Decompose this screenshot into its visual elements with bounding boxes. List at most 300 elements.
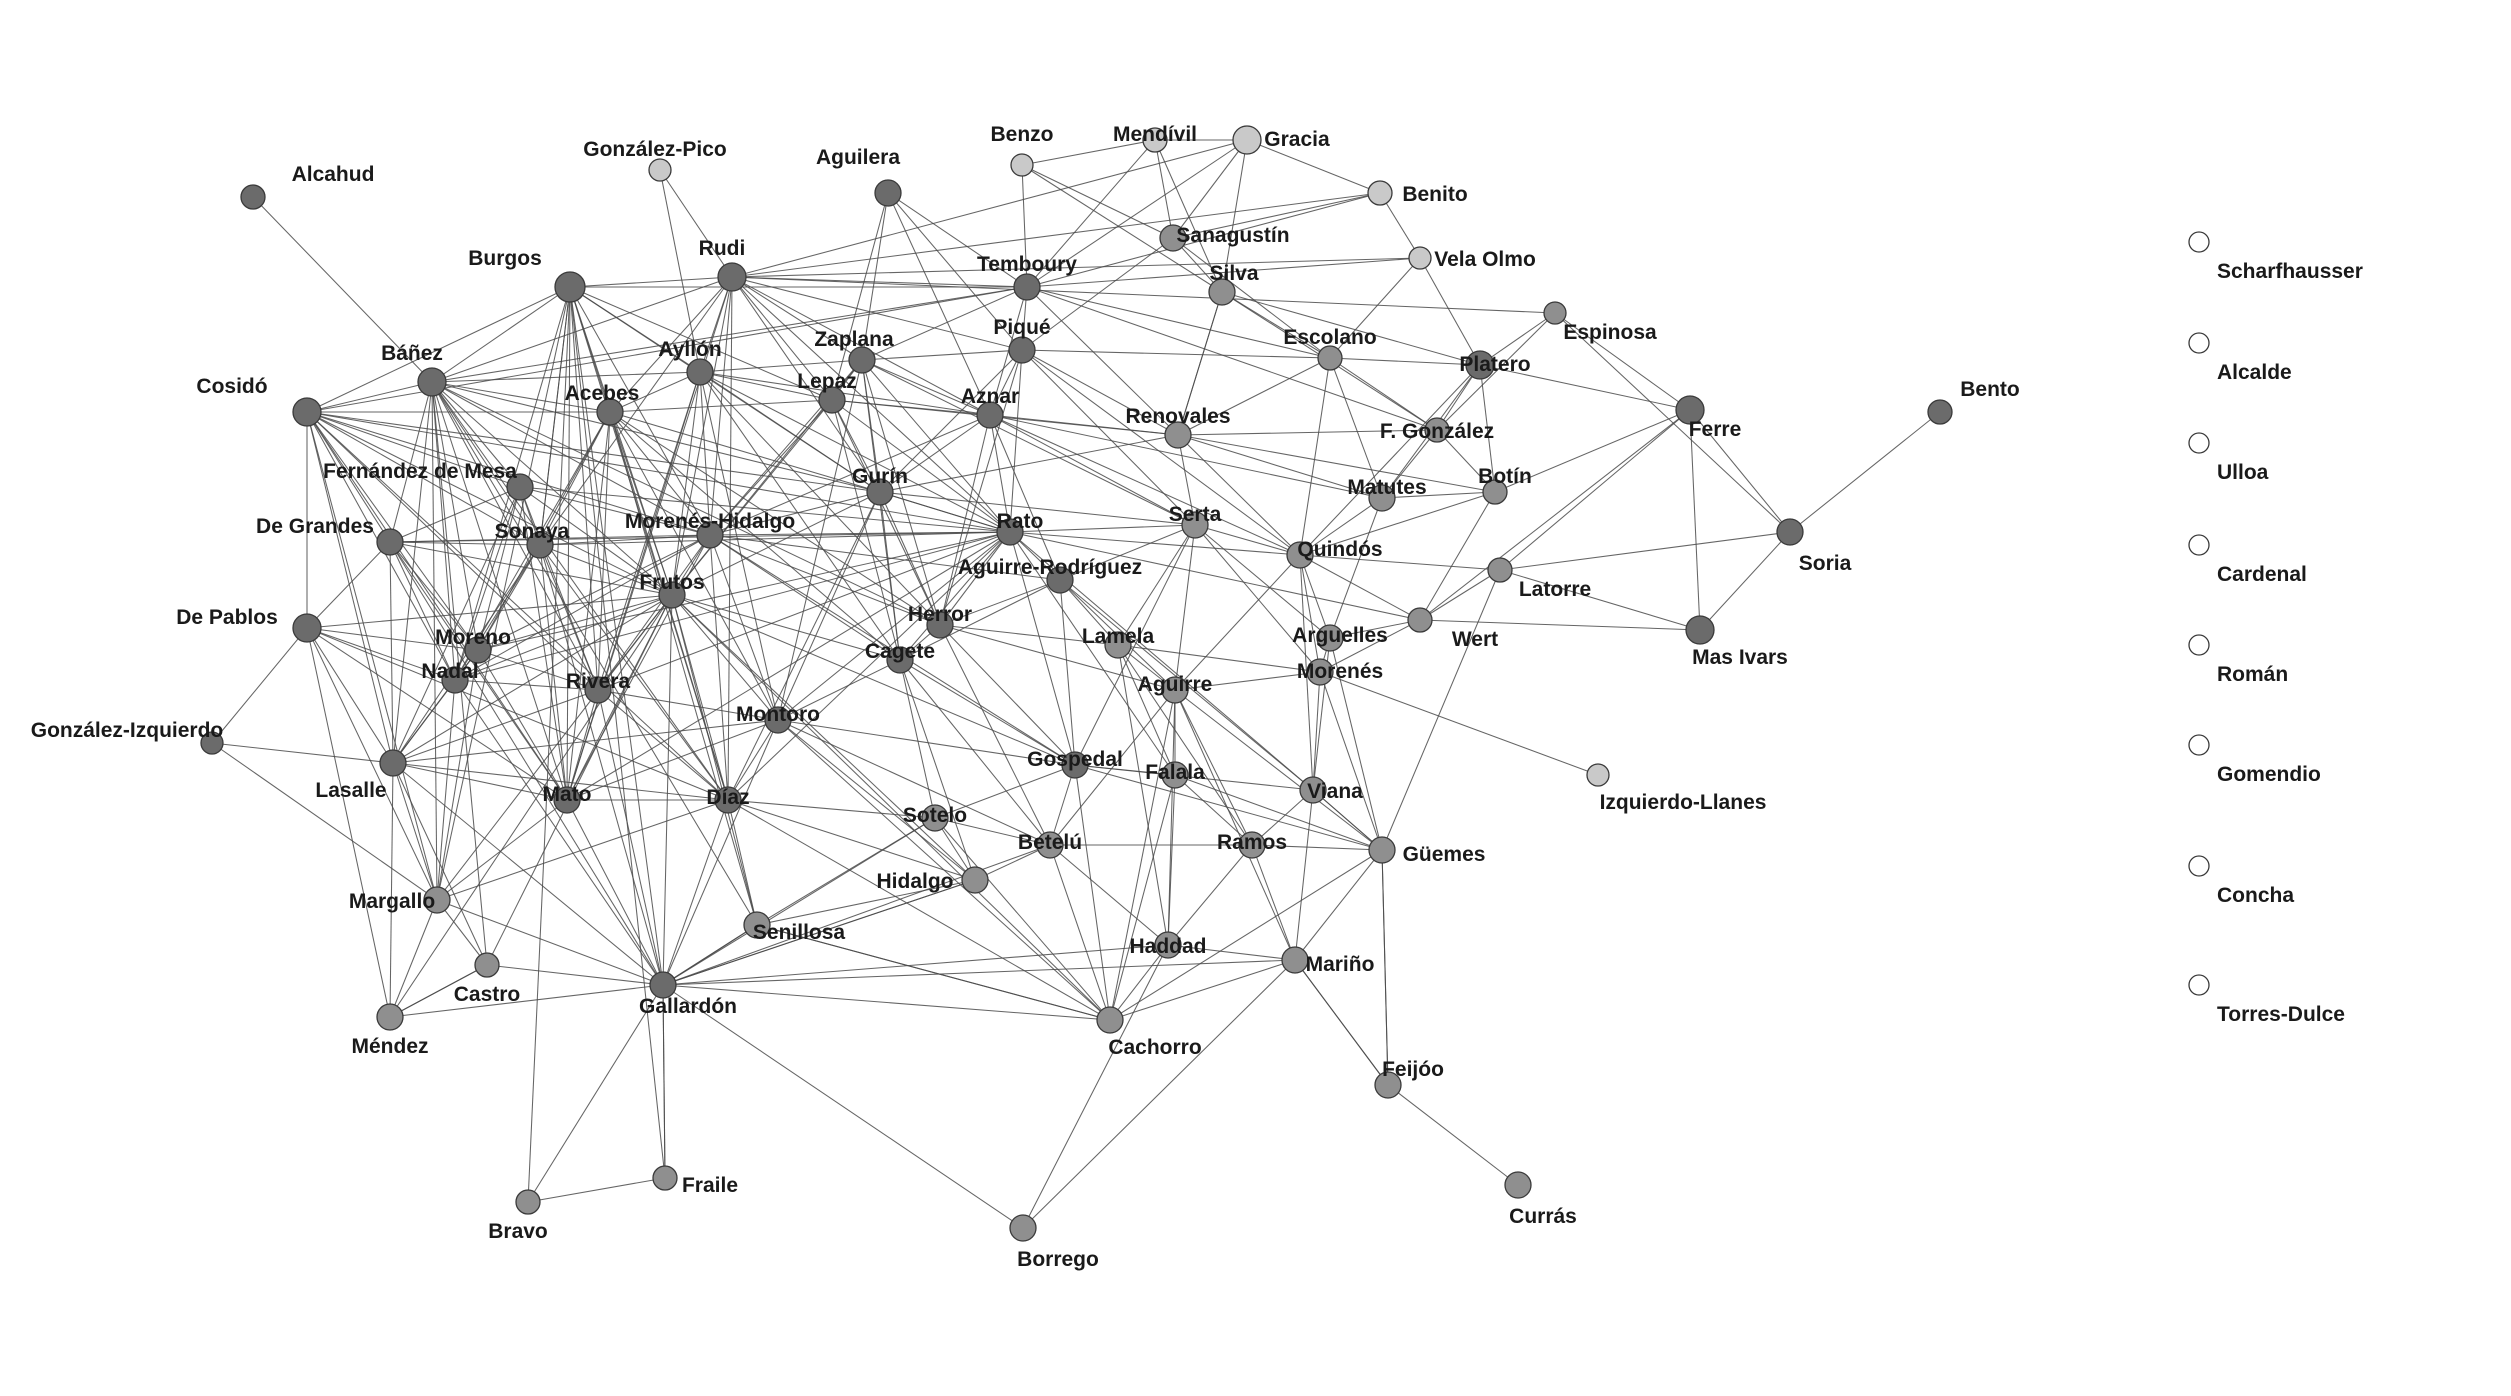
node-label-acebes: Acebes [564,382,640,405]
graph-edge [1075,765,1382,850]
isolate-label-torres-dulce: Torres-Dulce [2217,1003,2345,1026]
graph-node-zaplana[interactable] [849,347,875,373]
graph-edge [390,985,663,1017]
node-label-benito: Benito [1402,183,1468,206]
node-label-wert: Wert [1451,628,1499,651]
graph-edge [307,382,432,412]
graph-node-cosido[interactable] [293,398,321,426]
graph-node-wert[interactable] [1408,608,1432,632]
graph-node-ulloa[interactable] [2189,433,2209,453]
node-label-de-pablos: De Pablos [176,606,278,629]
graph-edge [832,400,900,660]
graph-edge [1023,945,1168,1228]
graph-node-feijoo[interactable] [1375,1072,1401,1098]
graph-edge [862,360,990,415]
node-label-serta: Serta [1168,503,1222,526]
graph-node-f-gonzalez[interactable] [1425,418,1449,442]
graph-edge [732,193,1380,277]
graph-edge [1050,845,1168,945]
graph-edge [390,595,672,1017]
graph-node-alcahud[interactable] [241,185,265,209]
node-label-alcahud: Alcahud [291,163,375,186]
graph-edge [1022,238,1173,350]
graph-node-platero[interactable] [1466,351,1494,379]
graph-node-montoro[interactable] [765,707,791,733]
node-label-gallardon: Gallardón [638,995,738,1018]
graph-edge [1437,313,1555,430]
graph-edge [432,382,478,650]
graph-node-haddad[interactable] [1155,932,1181,958]
graph-node-mendivil[interactable] [1143,128,1167,152]
graph-node-benzo[interactable] [1011,154,1033,176]
graph-node-pique[interactable] [1009,337,1035,363]
node-label-hidalgo: Hidalgo [876,870,954,893]
node-label-gonzalez-pico: González-Pico [583,138,727,161]
node-label-rudi: Rudi [698,237,746,260]
graph-edge [778,720,1050,845]
graph-node-rato[interactable] [997,519,1023,545]
graph-node-arguelles[interactable] [1317,625,1343,651]
graph-edge [1075,765,1110,1020]
graph-edge [710,535,900,660]
graph-edge [432,287,570,382]
graph-node-sotelo[interactable] [922,805,948,831]
graph-edge [390,487,520,542]
graph-edge [1320,672,1598,775]
graph-edge [1075,525,1195,765]
node-label-izquierdo-llanes: Izquierdo-Llanes [1599,791,1767,814]
graph-node-hidalgo[interactable] [962,867,988,893]
graph-edge [1300,498,1382,555]
node-label-montoro: Montoro [736,703,820,726]
graph-node-soria[interactable] [1777,519,1803,545]
graph-node-gonzalez-izquierdo[interactable] [201,732,223,754]
graph-edge [1022,165,1222,292]
node-label-moreno: Moreno [435,626,511,649]
node-label-gospedal: Gospedal [1027,748,1123,771]
graph-edge [390,542,455,680]
graph-node-mato[interactable] [554,787,580,813]
node-label-senillosa: Senillosa [752,921,846,944]
graph-edge [1500,410,1690,570]
graph-node-aguirre-rodriguez[interactable] [1047,567,1073,593]
graph-node-scharfhausser[interactable] [2189,232,2209,252]
graph-edge [732,277,880,492]
graph-edge [663,985,665,1178]
graph-edge [1330,498,1382,638]
graph-node-quindos[interactable] [1287,542,1313,568]
graph-edge [307,412,880,492]
graph-edge [728,532,1010,800]
graph-edge [940,625,1118,645]
graph-edge [212,743,393,763]
graph-edge [1175,690,1295,960]
graph-node-acebes[interactable] [597,399,623,425]
graph-node-gospedal[interactable] [1062,752,1088,778]
graph-node-cagete[interactable] [887,647,913,673]
graph-node-morenes[interactable] [1307,659,1333,685]
isolate-label-concha: Concha [2217,884,2295,907]
graph-node-mas-ivars[interactable] [1686,616,1714,644]
graph-edge [778,532,1010,720]
graph-edge [1027,287,1178,435]
graph-node-renovales[interactable] [1165,422,1191,448]
graph-node-bento[interactable] [1928,400,1952,424]
graph-node-frutos[interactable] [659,582,685,608]
node-label-mendivil: Mendívil [1112,123,1198,146]
graph-edge [1300,555,1500,570]
graph-edge [1168,845,1252,945]
graph-node-rivera[interactable] [585,677,611,703]
node-label-sotelo: Sotelo [902,804,968,827]
graph-edge [1022,350,1300,555]
node-label-margallo: Margallo [348,890,436,913]
node-label-soria: Soria [1798,552,1852,575]
graph-edge [1178,430,1437,435]
graph-edge [1110,945,1168,1020]
node-label-temboury: Temboury [977,253,1077,276]
graph-edge [778,660,900,720]
graph-node-latorre[interactable] [1488,558,1512,582]
graph-edge [935,818,1110,1020]
graph-edge [1023,960,1295,1228]
graph-edge [307,628,567,800]
graph-edge [253,197,432,382]
node-label-zaplana: Zaplana [814,328,894,351]
graph-edge [1300,365,1480,555]
graph-edge [1110,960,1295,1020]
graph-edge [732,140,1247,277]
graph-edge [862,287,1027,360]
graph-node-senillosa[interactable] [744,912,770,938]
graph-node-curras[interactable] [1505,1172,1531,1198]
graph-node-borrego[interactable] [1010,1215,1036,1241]
node-label-morenes: Morenés [1296,660,1384,683]
graph-edge [778,720,975,880]
graph-edge [1060,525,1195,580]
graph-edge [663,985,1023,1228]
graph-edge [1110,775,1175,1020]
graph-edge [663,595,672,985]
node-label-cosido: Cosidó [196,375,268,398]
graph-node-viana[interactable] [1300,777,1326,803]
graph-edge [1027,193,1380,287]
graph-node-lasalle[interactable] [380,750,406,776]
graph-edge [1300,555,1420,620]
graph-node-torres-dulce[interactable] [2189,975,2209,995]
graph-edge [393,763,567,800]
graph-node-lamela[interactable] [1105,632,1131,658]
graph-node-fraile[interactable] [653,1166,677,1190]
node-label-frutos: Frutos [639,571,705,594]
graph-edge [307,412,567,800]
graph-edge [1295,790,1313,960]
graph-edge [1790,412,1940,532]
graph-node-gallardon[interactable] [650,972,676,998]
graph-node-banez[interactable] [418,368,446,396]
node-label-cachorro: Cachorro [1108,1036,1202,1059]
graph-edge [663,985,1110,1020]
graph-node-matutes[interactable] [1369,485,1395,511]
graph-node-aguilera[interactable] [875,180,901,206]
graph-edge [432,382,880,492]
graph-edge [1175,525,1195,690]
graph-edge [437,800,728,900]
graph-node-silva[interactable] [1209,279,1235,305]
graph-edge [1027,287,1330,358]
graph-edge [1110,690,1175,1020]
graph-node-ramos[interactable] [1239,832,1265,858]
node-label-falala: Falala [1145,761,1205,784]
graph-node-morenes-hidalgo[interactable] [697,522,723,548]
graph-edge [1330,620,1420,638]
graph-edge [1420,258,1480,365]
graph-node-de-pablos[interactable] [293,614,321,642]
graph-node-cardenal[interactable] [2189,535,2209,555]
graph-node-burgos[interactable] [555,272,585,302]
graph-edge [1252,845,1382,850]
graph-edge [528,1178,665,1202]
node-label-aguirre-rodriguez: Aguirre-Rodríguez [957,556,1143,579]
graph-edge [1500,532,1790,570]
graph-edge [1175,690,1382,850]
node-label-vela-olmo: Vela Olmo [1434,248,1536,271]
graph-edge [1118,525,1195,645]
graph-node-rudi[interactable] [718,263,746,291]
isolate-label-cardenal: Cardenal [2217,563,2307,586]
graph-edge [393,382,432,763]
graph-edge [1010,350,1022,532]
graph-edge [940,625,1075,765]
graph-node-aguirre[interactable] [1162,677,1188,703]
graph-edge [1118,645,1168,945]
graph-edge [478,412,610,650]
node-label-rato: Rato [996,510,1044,533]
node-label-matutes: Matutes [1347,476,1427,499]
graph-edge [307,595,672,628]
graph-edge [307,412,393,763]
graph-edge [1178,358,1330,435]
graph-edge [478,487,520,650]
node-label-marino: Mariño [1305,953,1375,976]
graph-node-lepaz[interactable] [819,387,845,413]
graph-edge [1382,850,1388,1085]
graph-edge [935,818,1050,845]
node-label-banez: Báñez [381,342,443,365]
graph-node-sanagustin[interactable] [1160,225,1186,251]
graph-node-gomendio[interactable] [2189,735,2209,755]
node-label-arguelles: Arguelles [1292,624,1388,647]
graph-edge [1330,638,1382,850]
node-label-borrego: Borrego [1017,1248,1099,1271]
graph-edge [663,880,975,985]
graph-edge [663,945,1168,985]
isolate-label-alcalde: Alcalde [2217,361,2292,384]
graph-node-gracia[interactable] [1233,126,1261,154]
isolate-label-scharfhausser: Scharfhausser [2217,260,2363,283]
node-label-guemes: Güemes [1402,843,1486,866]
node-label-de-grandes: De Grandes [256,515,374,538]
graph-edge [1313,672,1320,790]
graph-edge [880,492,1195,525]
graph-edge [710,535,728,800]
node-label-burgos: Burgos [468,247,542,270]
graph-node-diaz[interactable] [715,787,741,813]
graph-edge [663,925,757,985]
graph-edge [1022,140,1155,165]
graph-node-gonzalez-pico[interactable] [649,159,671,181]
graph-node-ayllon[interactable] [687,359,713,385]
graph-edge [672,595,1075,765]
graph-node-falala[interactable] [1162,762,1188,788]
graph-edge [1420,410,1690,620]
graph-node-temboury[interactable] [1014,274,1040,300]
graph-edge [307,628,390,1017]
graph-edge [710,360,862,535]
node-label-bento: Bento [1960,378,2020,401]
graph-node-nadal[interactable] [442,667,468,693]
graph-node-cachorro[interactable] [1097,1007,1123,1033]
isolate-label-gomendio: Gomendio [2217,763,2321,786]
graph-node-benito[interactable] [1368,181,1392,205]
graph-edge [1050,845,1110,1020]
graph-edge [990,415,1010,532]
graph-edge [888,193,1027,287]
graph-node-serta[interactable] [1182,512,1208,538]
graph-edge [1027,287,1437,430]
graph-node-de-grandes[interactable] [377,529,403,555]
node-label-espinosa: Espinosa [1563,321,1657,344]
node-label-lasalle: Lasalle [315,779,387,802]
node-label-rivera: Rivera [565,670,631,693]
graph-node-espinosa[interactable] [1544,302,1566,324]
graph-node-alcalde[interactable] [2189,333,2209,353]
node-label-feijoo: Feijóo [1382,1058,1444,1081]
graph-edge [610,372,700,412]
node-label-viana: Viana [1307,780,1363,803]
graph-node-vela-olmo[interactable] [1409,247,1431,269]
node-label-herror: Herror [907,603,973,626]
graph-edge [1155,140,1173,238]
node-label-nadal: Nadal [421,660,479,683]
graph-node-fernandez-de-mesa[interactable] [507,474,533,500]
graph-edge [390,763,393,1017]
graph-edge [307,412,437,900]
isolate-label-roman: Román [2217,663,2289,686]
graph-edge [1222,292,1480,365]
node-label-betelu: Betelú [1017,831,1083,854]
graph-edge [778,492,880,720]
graph-node-castro[interactable] [475,953,499,977]
graph-node-ferre[interactable] [1676,396,1704,424]
graph-node-roman[interactable] [2189,635,2209,655]
graph-edge [663,960,1295,985]
graph-edge [1178,292,1222,435]
graph-node-herror[interactable] [927,612,953,638]
node-label-ramos: Ramos [1216,831,1288,854]
graph-node-aznar[interactable] [977,402,1003,428]
graph-edge [1480,365,1495,492]
graph-node-marino[interactable] [1282,947,1308,973]
node-label-gonzalez-izquierdo: González-Izquierdo [30,719,224,742]
node-label-quindos: Quindós [1297,538,1383,561]
graph-edge [1388,1085,1518,1185]
node-label-sanagustin: Sanagustín [1176,224,1290,247]
graph-edge [1118,645,1252,845]
graph-edge [1010,532,1175,775]
graph-edge [1022,350,1330,358]
graph-node-escolano[interactable] [1318,346,1342,370]
graph-edge [1330,258,1420,358]
graph-edge [757,880,975,925]
graph-edge [1382,570,1500,850]
graph-edge [528,985,663,1202]
graph-node-moreno[interactable] [465,637,491,663]
graph-edge [1700,532,1790,630]
graph-node-margallo[interactable] [424,887,450,913]
graph-node-gurin[interactable] [867,479,893,505]
node-label-fraile: Fraile [681,1174,739,1197]
graph-edge [888,193,1022,350]
graph-edge [862,350,1022,360]
graph-node-izquierdo-llanes[interactable] [1587,764,1609,786]
node-label-castro: Castro [453,983,521,1006]
graph-edge [888,193,990,415]
node-label-ayllon: Ayllón [658,338,722,361]
node-label-botin: Botín [1478,465,1532,488]
node-label-sonaya: Sonaya [494,520,570,543]
node-label-latorre: Latorre [1518,578,1592,601]
graph-edge [1690,410,1790,532]
graph-node-betelu[interactable] [1037,832,1063,858]
graph-edge [935,765,1075,818]
graph-edge [390,900,437,1017]
graph-edge [700,372,940,625]
node-label-mendez: Méndez [351,1035,429,1058]
graph-edge [1110,850,1382,1020]
node-label-silva: Silva [1209,262,1259,285]
graph-edge [1252,845,1295,960]
graph-node-sonaya[interactable] [527,532,553,558]
graph-node-bravo[interactable] [516,1190,540,1214]
graph-edge [728,800,935,818]
graph-edge [390,542,540,545]
node-label-escolano: Escolano [1283,326,1377,349]
graph-edge [940,580,1060,625]
graph-edge [940,415,990,625]
node-label-cagete: Cagete [864,640,936,663]
node-label-benzo: Benzo [990,123,1054,146]
isolate-label-ulloa: Ulloa [2217,461,2269,484]
graph-edge [307,542,390,628]
node-label-morenes-hidalgo: Morenés-Hidalgo [624,510,796,533]
graph-node-guemes[interactable] [1369,837,1395,863]
graph-node-concha[interactable] [2189,856,2209,876]
graph-edge [1555,313,1790,532]
graph-edge [437,680,455,900]
node-label-gracia: Gracia [1264,128,1330,151]
graph-edge [700,372,990,415]
graph-edge [990,415,1195,525]
graph-node-botin[interactable] [1483,480,1507,504]
graph-edge [1420,570,1500,620]
graph-edge [390,965,487,1017]
node-label-aguirre: Aguirre [1137,673,1213,696]
graph-edge [307,628,437,900]
graph-edge [598,690,728,800]
graph-edge [1295,850,1382,960]
graph-node-mendez[interactable] [377,1004,403,1030]
